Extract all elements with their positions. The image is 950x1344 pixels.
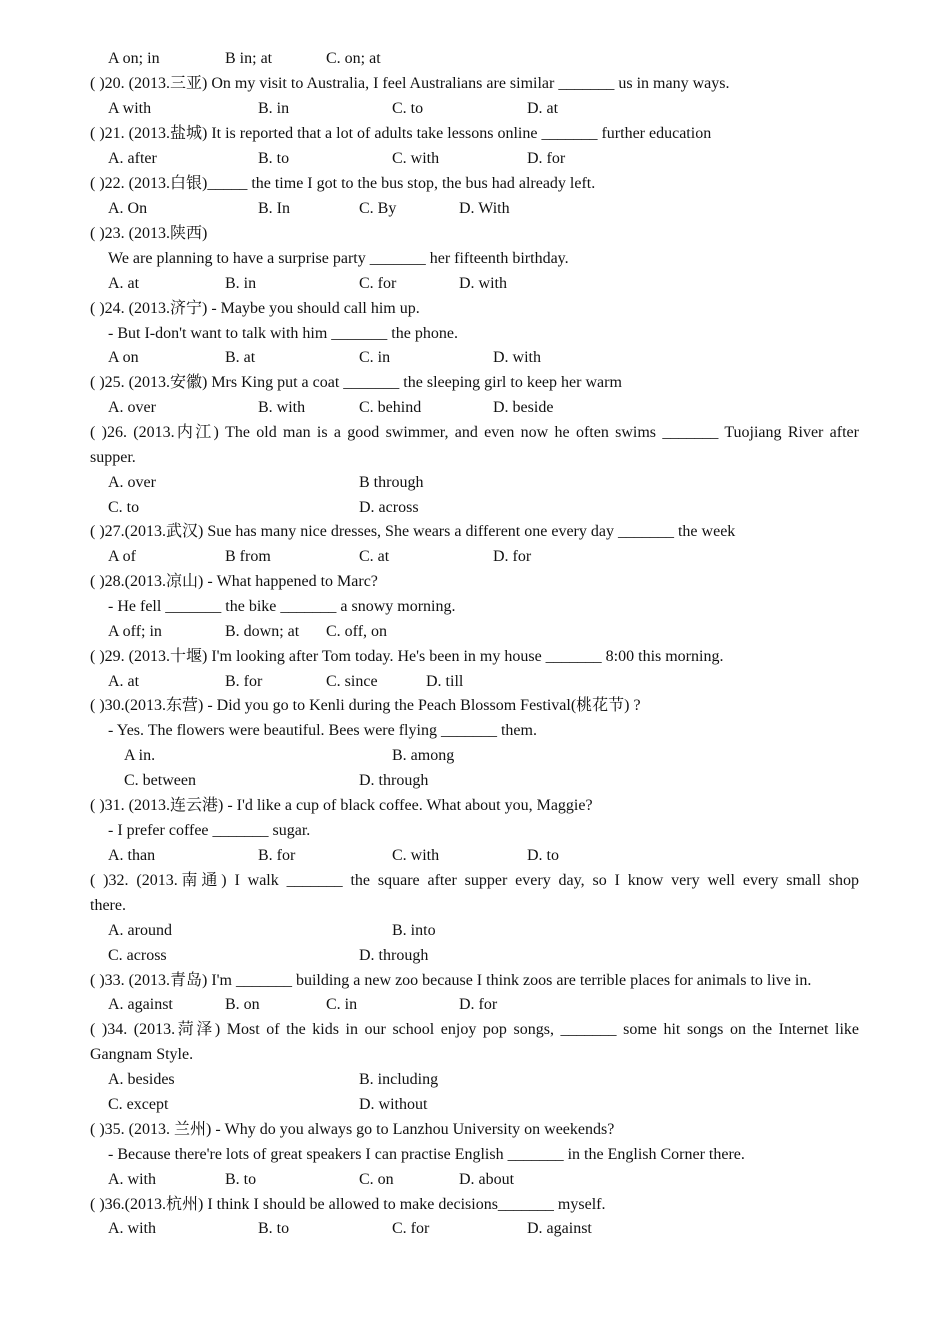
option-b: B. to [258,1220,290,1237]
option-b: B. to [225,1171,257,1188]
option-d: D. for [527,150,566,167]
question-29: ( )29. (2013.十堰) I'm looking after Tom today. He's been in my house _______ 8:00 this morning. [90,648,724,665]
option-d: D. beside [493,399,554,416]
option-b: B. including [359,1071,439,1088]
question-36: ( )36.(2013.杭州) I think I should be allowed to make decisions_______ myself. [90,1196,606,1213]
option-c: C. for [359,275,397,292]
option-a: A. besides [108,1071,175,1088]
option-c: C. since [326,673,378,690]
option-b: B. down; at [225,623,300,640]
option-b: B. on [225,996,260,1013]
option-b: B. at [225,349,256,366]
option-a: A in. [124,747,156,764]
question-34: ( )34. (2013.菏泽) Most of the kids in our school enjoy pop songs, _______ some hit songs on the Internet like [90,1021,859,1038]
question-30-reply: - Yes. The flowers were beautiful. Bees were flying _______ them. [108,722,537,739]
question-24-reply: - But I-don't want to talk with him _______ the phone. [108,325,458,342]
option-c: C. on [359,1171,394,1188]
question-23: ( )23. (2013.陕西) [90,225,208,242]
question-32: ( )32. (2013.南通) I walk _______ the square after supper every day, so I know very well every small shop [90,872,859,889]
option-a: A. with [108,1220,156,1237]
option-d: D. about [459,1171,515,1188]
option-a: A. around [108,922,172,939]
option-c: C. with [392,847,440,864]
question-26-continued: supper. [90,449,136,466]
option-b: B. in [258,100,290,117]
question-27: ( )27.(2013.武汉) Sue has many nice dresses, She wears a different one every day _______ the week [90,523,736,540]
option-d: D. through [359,772,429,789]
option-d: D. to [527,847,559,864]
option-a: A. against [108,996,173,1013]
option-d: D. against [527,1220,592,1237]
question-28-reply: - He fell _______ the bike _______ a snowy morning. [108,598,456,615]
option-b: B through [359,474,424,491]
option-b: B from [225,548,271,565]
question-32-continued: there. [90,897,126,914]
question-35: ( )35. (2013. 兰州) - Why do you always go to Lanzhou University on weekends? [90,1121,615,1138]
question-24: ( )24. (2013.济宁) - Maybe you should call him up. [90,300,420,317]
option-c: C. in [326,996,358,1013]
option-b: B. among [392,747,455,764]
question-33: ( )33. (2013.青岛) I'm _______ building a new zoo because I think zoos are terrible places for animals to live in. [90,972,812,989]
option-d: D. without [359,1096,428,1113]
option-d: D. for [459,996,498,1013]
option-c: C. except [108,1096,169,1113]
option-d: D. for [493,548,532,565]
option-d: D. till [426,673,464,690]
option-b: B in; at [225,50,273,67]
option-c: C. off, on [326,623,388,640]
question-22: ( )22. (2013.白银)_____ the time I got to the bus stop, the bus had already left. [90,175,596,192]
question-31: ( )31. (2013.连云港) - I'd like a cup of black coffee. What about you, Maggie? [90,797,593,814]
option-a: A with [108,100,152,117]
option-c: C. in [359,349,391,366]
option-a: A. over [108,399,156,416]
option-a: A off; in [108,623,162,640]
option-b: B. for [225,673,263,690]
option-d: D. With [459,200,510,217]
option-a: A. than [108,847,156,864]
option-c: C. to [108,499,140,516]
option-d: D. across [359,499,419,516]
question-20: ( )20. (2013.三亚) On my visit to Australia, I feel Australians are similar _______ us in many ways. [90,75,730,92]
option-a: A on; in [108,50,160,67]
option-a: A. over [108,474,156,491]
option-b: B. in [225,275,257,292]
option-c: C. on; at [326,50,381,67]
option-b: B. for [258,847,296,864]
option-c: C. for [392,1220,430,1237]
question-28: ( )28.(2013.凉山) - What happened to Marc? [90,573,378,590]
option-b: B. with [258,399,306,416]
question-26: ( )26. (2013.内江) The old man is a good swimmer, and even now he often swims _______ Tuojiang River after [90,424,859,441]
option-a: A. after [108,150,157,167]
question-21: ( )21. (2013.盐城) It is reported that a lot of adults take lessons online _______ further education [90,125,712,142]
question-30: ( )30.(2013.东营) - Did you go to Kenli during the Peach Blossom Festival(桃花节) ? [90,697,641,714]
option-d: D. with [493,349,541,366]
question-31-reply: - I prefer coffee _______ sugar. [108,822,311,839]
option-c: C. behind [359,399,422,416]
option-a: A. at [108,673,140,690]
option-d: D. with [459,275,507,292]
option-a: A. at [108,275,140,292]
question-35-reply: - Because there're lots of great speakers I can practise English _______ in the English Corner there. [108,1146,745,1163]
option-a: A of [108,548,136,565]
option-c: C. to [392,100,424,117]
option-a: A. with [108,1171,156,1188]
option-c: C. at [359,548,390,565]
option-a: A. On [108,200,148,217]
question-25: ( )25. (2013.安徽) Mrs King put a coat _______ the sleeping girl to keep her warm [90,374,622,391]
option-b: B. to [258,150,290,167]
option-c: C. with [392,150,440,167]
option-d: D. at [527,100,559,117]
question-23-stem: We are planning to have a surprise party _______ her fifteenth birthday. [108,250,569,267]
option-c: C. By [359,200,397,217]
option-b: B. In [258,200,290,217]
option-d: D. through [359,947,429,964]
option-c: C. between [124,772,196,789]
question-34-continued: Gangnam Style. [90,1046,194,1063]
option-b: B. into [392,922,436,939]
option-c: C. across [108,947,167,964]
option-a: A on [108,349,139,366]
